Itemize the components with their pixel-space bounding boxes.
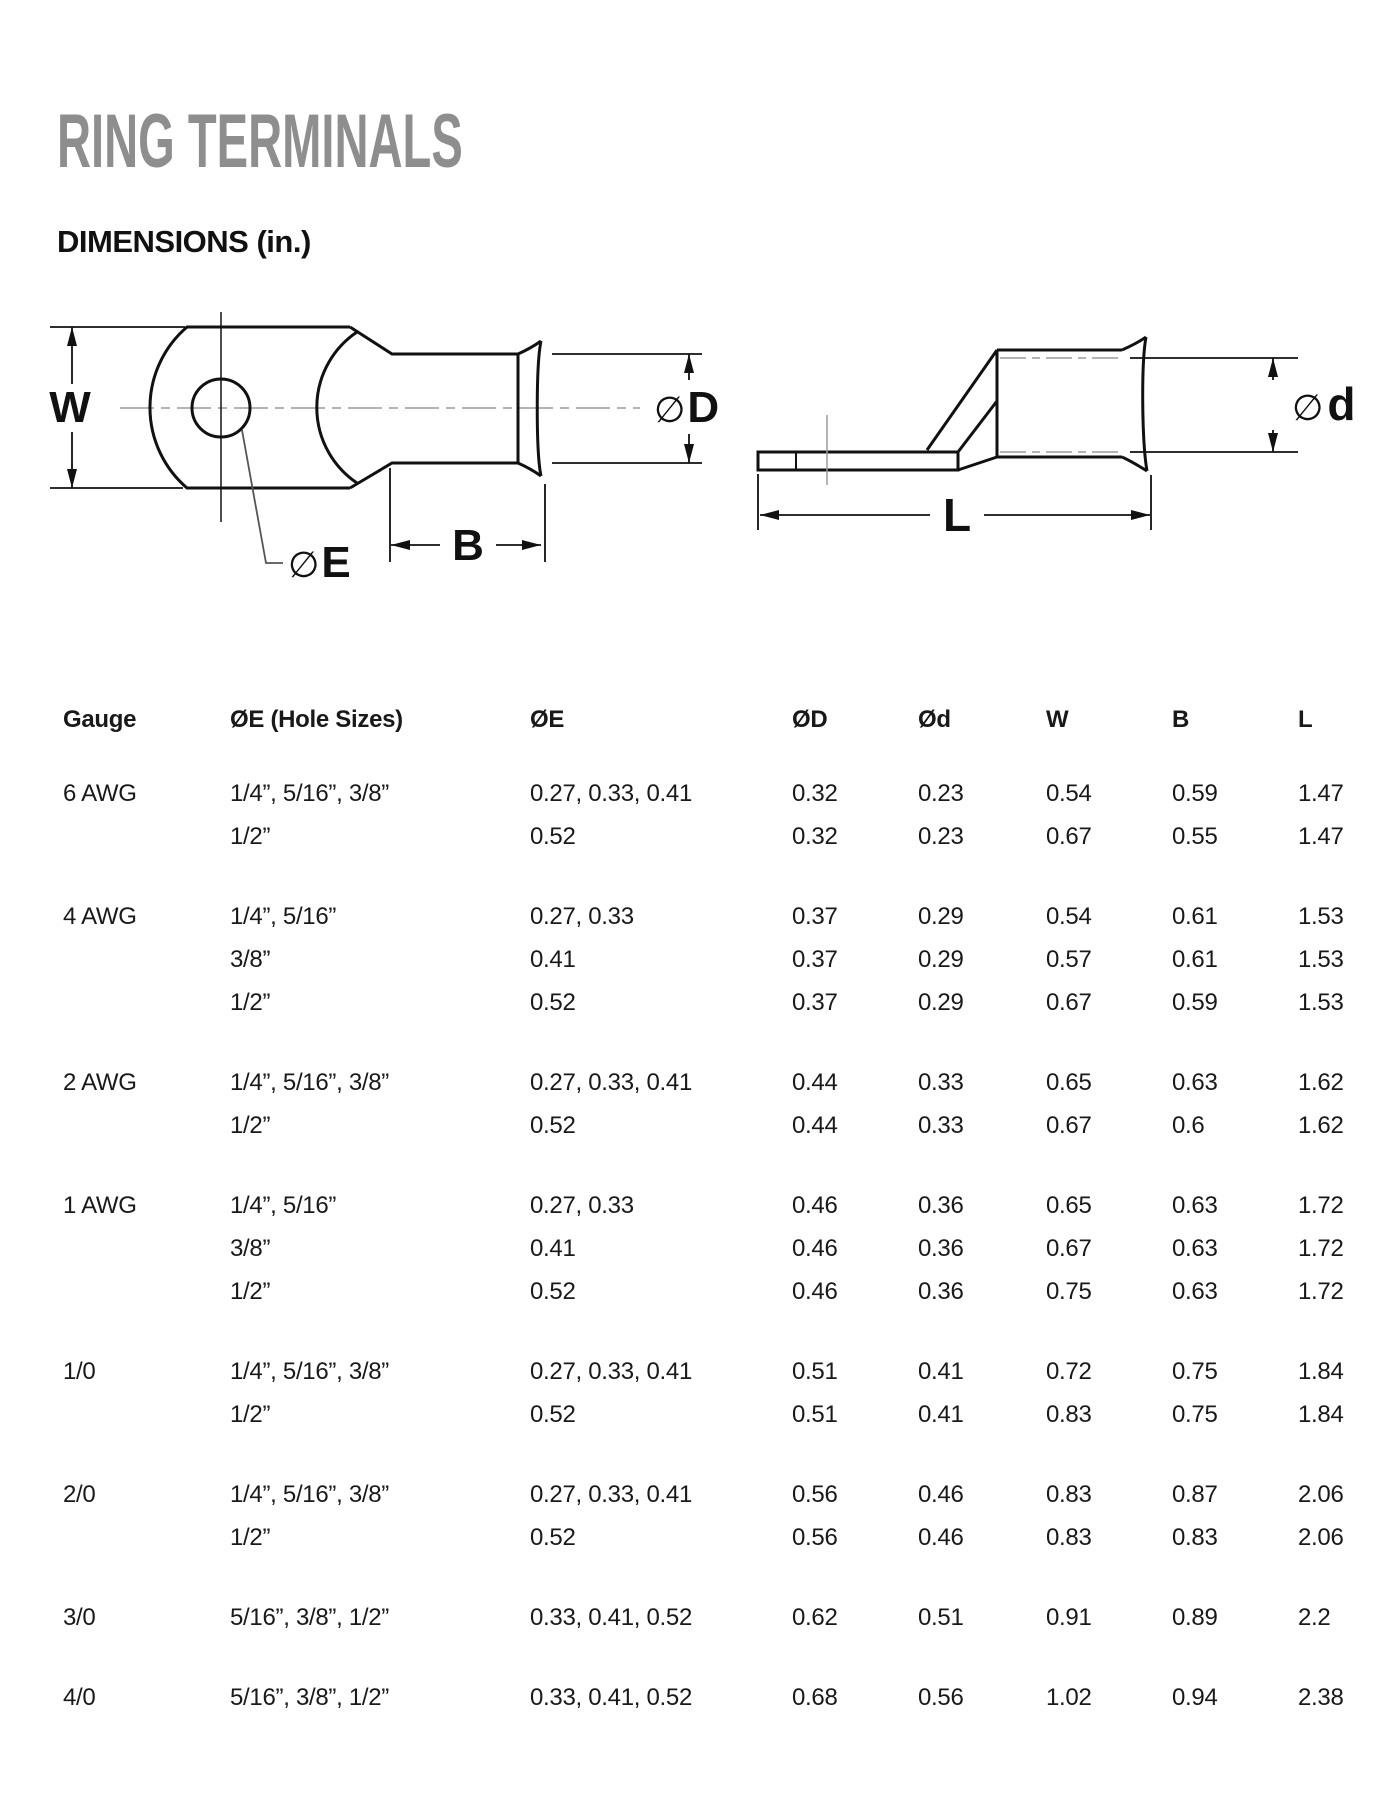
table-row <box>63 1227 1400 1270</box>
gauge-cell: 4 AWG <box>63 903 137 930</box>
header-od-small: Ød <box>918 706 951 733</box>
section-title: DIMENSIONS (in.) <box>57 224 311 259</box>
od-cell: 0.51 <box>792 1358 838 1385</box>
page-title: RING TERMINALS <box>57 99 463 184</box>
table-row <box>63 1596 1400 1639</box>
od-small-cell: 0.41 <box>918 1401 964 1428</box>
hole-sizes-cell: 1/4”, 5/16”, 3/8” <box>230 1358 389 1385</box>
b-cell: 0.87 <box>1172 1481 1218 1508</box>
oe-cell: 0.52 <box>530 989 576 1016</box>
table-row <box>63 895 1400 938</box>
gauge-cell <box>63 1516 230 1559</box>
b-cell: 0.75 <box>1172 1401 1218 1428</box>
header-gauge: Gauge <box>63 706 137 733</box>
gauge-group-6awg <box>63 772 1400 858</box>
tongue-outline <box>758 452 958 470</box>
hole-diameter-leader <box>242 430 283 563</box>
oe-cell: 0.41 <box>530 946 576 973</box>
hole-sizes-cell: 1/2” <box>230 1401 271 1428</box>
dimension-diagrams <box>0 270 1400 620</box>
od-cell: 0.56 <box>792 1481 838 1508</box>
od-small-cell: 0.36 <box>918 1235 964 1262</box>
l-cell: 1.72 <box>1298 1192 1344 1219</box>
od-cell: 0.32 <box>792 823 838 850</box>
w-cell: 0.57 <box>1046 946 1092 973</box>
b-cell: 0.61 <box>1172 946 1218 973</box>
b-label: B <box>452 521 484 570</box>
oe-cell: 0.33, 0.41, 0.52 <box>530 1684 693 1711</box>
od-cell: 0.62 <box>792 1604 838 1631</box>
oe-cell: 0.27, 0.33, 0.41 <box>530 1358 693 1385</box>
l-cell: 1.84 <box>1298 1358 1344 1385</box>
od-small-cell: 0.56 <box>918 1684 964 1711</box>
od-small-cell: 0.36 <box>918 1192 964 1219</box>
hole-sizes-cell: 3/8” <box>230 946 271 973</box>
hole-sizes-cell: 1/2” <box>230 823 271 850</box>
b-cell: 0.63 <box>1172 1278 1218 1305</box>
w-cell: 0.54 <box>1046 780 1092 807</box>
oe-cell: 0.52 <box>530 1278 576 1305</box>
l-cell: 1.47 <box>1298 823 1344 850</box>
b-cell: 0.75 <box>1172 1358 1218 1385</box>
hole-sizes-cell: 1/2” <box>230 1278 271 1305</box>
od-small-cell: 0.36 <box>918 1278 964 1305</box>
oe-cell: 0.27, 0.33, 0.41 <box>530 1481 693 1508</box>
od-small-cell: 0.46 <box>918 1481 964 1508</box>
l-cell: 1.53 <box>1298 946 1344 973</box>
table-header-row <box>63 700 1400 740</box>
b-cell: 0.55 <box>1172 823 1218 850</box>
w-cell: 0.91 <box>1046 1604 1092 1631</box>
od-small-cell: 0.29 <box>918 903 964 930</box>
gauge-cell: 2/0 <box>63 1481 96 1508</box>
od-small-cell: 0.51 <box>918 1604 964 1631</box>
l-cell: 1.53 <box>1298 989 1344 1016</box>
table-row <box>63 1676 1400 1719</box>
table-row <box>63 1184 1400 1227</box>
table-row <box>63 1516 1400 1559</box>
table-row <box>63 1104 1400 1147</box>
gauge-cell <box>63 815 230 858</box>
od-cell: 0.46 <box>792 1278 838 1305</box>
outer-diameter-label: ∅D <box>654 383 720 432</box>
b-cell: 0.83 <box>1172 1524 1218 1551</box>
gauge-cell: 1/0 <box>63 1358 96 1385</box>
inner-diameter-dimension <box>1130 358 1298 452</box>
l-cell: 1.62 <box>1298 1112 1344 1139</box>
od-cell: 0.44 <box>792 1069 838 1096</box>
l-cell: 1.72 <box>1298 1235 1344 1262</box>
l-cell: 1.62 <box>1298 1069 1344 1096</box>
l-cell: 2.2 <box>1298 1604 1331 1631</box>
od-cell: 0.56 <box>792 1524 838 1551</box>
gauge-group-2awg <box>63 1061 1400 1147</box>
table-row <box>63 1393 1400 1436</box>
oe-cell: 0.52 <box>530 1112 576 1139</box>
w-cell: 0.67 <box>1046 1112 1092 1139</box>
ring-terminal-side-view <box>758 337 1355 541</box>
gauge-group-3-0 <box>63 1596 1400 1639</box>
l-cell: 1.84 <box>1298 1401 1344 1428</box>
b-cell: 0.94 <box>1172 1684 1218 1711</box>
table-row <box>63 772 1400 815</box>
gauge-cell <box>63 981 230 1024</box>
b-cell: 0.63 <box>1172 1069 1218 1096</box>
w-cell: 0.54 <box>1046 903 1092 930</box>
od-cell: 0.32 <box>792 780 838 807</box>
hole-diameter-label: ∅E <box>288 538 351 587</box>
oe-cell: 0.52 <box>530 1401 576 1428</box>
w-cell: 0.72 <box>1046 1358 1092 1385</box>
w-cell: 0.83 <box>1046 1401 1092 1428</box>
l-label: L <box>942 489 972 541</box>
od-small-cell: 0.41 <box>918 1358 964 1385</box>
table-row <box>63 938 1400 981</box>
w-cell: 1.02 <box>1046 1684 1092 1711</box>
hole-sizes-cell: 3/8” <box>230 1235 271 1262</box>
oe-cell: 0.52 <box>530 823 576 850</box>
hole-sizes-cell: 1/4”, 5/16” <box>230 1192 337 1219</box>
b-cell: 0.63 <box>1172 1235 1218 1262</box>
w-cell: 0.83 <box>1046 1481 1092 1508</box>
l-cell: 2.38 <box>1298 1684 1344 1711</box>
oe-cell: 0.27, 0.33, 0.41 <box>530 1069 693 1096</box>
w-cell: 0.65 <box>1046 1069 1092 1096</box>
w-cell: 0.67 <box>1046 823 1092 850</box>
header-w: W <box>1046 706 1069 733</box>
l-cell: 1.72 <box>1298 1278 1344 1305</box>
inner-diameter-label: ∅d <box>1292 378 1356 430</box>
hole-sizes-cell: 1/4”, 5/16”, 3/8” <box>230 1069 389 1096</box>
hole-sizes-cell: 1/2” <box>230 989 271 1016</box>
od-small-cell: 0.23 <box>918 823 964 850</box>
hole-sizes-cell: 1/4”, 5/16”, 3/8” <box>230 780 389 807</box>
od-cell: 0.46 <box>792 1192 838 1219</box>
od-small-cell: 0.46 <box>918 1524 964 1551</box>
od-cell: 0.51 <box>792 1401 838 1428</box>
oe-cell: 0.52 <box>530 1524 576 1551</box>
side-barrel-centerlines <box>1000 358 1124 452</box>
oe-cell: 0.27, 0.33 <box>530 1192 634 1219</box>
w-cell: 0.65 <box>1046 1192 1092 1219</box>
l-cell: 1.53 <box>1298 903 1344 930</box>
b-cell: 0.89 <box>1172 1604 1218 1631</box>
table-row <box>63 981 1400 1024</box>
l-cell: 2.06 <box>1298 1524 1344 1551</box>
w-label: W <box>49 383 91 432</box>
od-cell: 0.44 <box>792 1112 838 1139</box>
header-b: B <box>1172 706 1190 733</box>
hole-sizes-cell: 5/16”, 3/8”, 1/2” <box>230 1604 389 1631</box>
gauge-group-4awg <box>63 895 1400 1024</box>
gauge-cell <box>63 1393 230 1436</box>
ring-terminal-top-view <box>49 312 719 587</box>
gauge-group-2-0 <box>63 1473 1400 1559</box>
oe-cell: 0.33, 0.41, 0.52 <box>530 1604 693 1631</box>
w-cell: 0.67 <box>1046 989 1092 1016</box>
hole-sizes-cell: 5/16”, 3/8”, 1/2” <box>230 1684 389 1711</box>
hole-sizes-cell: 1/4”, 5/16” <box>230 903 337 930</box>
header-l: L <box>1298 706 1313 733</box>
gauge-cell: 2 AWG <box>63 1069 137 1096</box>
dimensions-table <box>63 700 1400 1756</box>
od-cell: 0.68 <box>792 1684 838 1711</box>
hole-sizes-cell: 1/4”, 5/16”, 3/8” <box>230 1481 389 1508</box>
od-cell: 0.46 <box>792 1235 838 1262</box>
w-cell: 0.67 <box>1046 1235 1092 1262</box>
header-oe: ØE <box>530 706 565 733</box>
gauge-cell: 6 AWG <box>63 780 137 807</box>
gauge-group-1awg <box>63 1184 1400 1313</box>
table-row <box>63 1473 1400 1516</box>
b-cell: 0.61 <box>1172 903 1218 930</box>
od-cell: 0.37 <box>792 903 838 930</box>
gauge-cell <box>63 1104 230 1147</box>
table-row <box>63 815 1400 858</box>
b-cell: 0.6 <box>1172 1112 1205 1139</box>
od-small-cell: 0.29 <box>918 989 964 1016</box>
hole-sizes-cell: 1/2” <box>230 1524 271 1551</box>
gauge-cell: 4/0 <box>63 1684 96 1711</box>
b-cell: 0.59 <box>1172 780 1218 807</box>
od-cell: 0.37 <box>792 946 838 973</box>
od-small-cell: 0.33 <box>918 1069 964 1096</box>
gauge-cell <box>63 1270 230 1313</box>
header-hole-sizes: ØE (Hole Sizes) <box>230 706 403 733</box>
table-row <box>63 1061 1400 1104</box>
l-cell: 2.06 <box>1298 1481 1344 1508</box>
l-cell: 1.47 <box>1298 780 1344 807</box>
header-od: ØD <box>792 706 828 733</box>
od-small-cell: 0.33 <box>918 1112 964 1139</box>
gauge-group-1-0 <box>63 1350 1400 1436</box>
od-small-cell: 0.29 <box>918 946 964 973</box>
b-cell: 0.59 <box>1172 989 1218 1016</box>
od-cell: 0.37 <box>792 989 838 1016</box>
w-cell: 0.83 <box>1046 1524 1092 1551</box>
gauge-group-4-0 <box>63 1676 1400 1719</box>
w-cell: 0.75 <box>1046 1278 1092 1305</box>
gauge-cell: 1 AWG <box>63 1192 137 1219</box>
table-row <box>63 1270 1400 1313</box>
hole-sizes-cell: 1/2” <box>230 1112 271 1139</box>
oe-cell: 0.41 <box>530 1235 576 1262</box>
gauge-cell: 3/0 <box>63 1604 96 1631</box>
oe-cell: 0.27, 0.33, 0.41 <box>530 780 693 807</box>
gauge-cell <box>63 1227 230 1270</box>
oe-cell: 0.27, 0.33 <box>530 903 634 930</box>
gauge-cell <box>63 938 230 981</box>
b-cell: 0.63 <box>1172 1192 1218 1219</box>
od-small-cell: 0.23 <box>918 780 964 807</box>
table-row <box>63 1350 1400 1393</box>
